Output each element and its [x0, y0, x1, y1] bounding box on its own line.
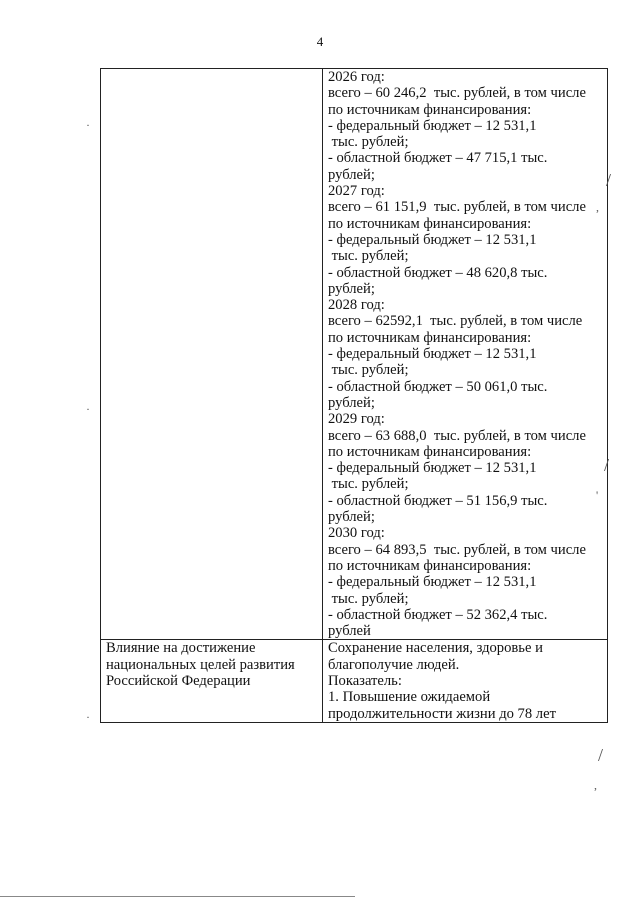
- passport-table: [100, 68, 608, 723]
- budget-line: тыс. рублей;: [328, 134, 409, 151]
- impact-row-value-cell: [323, 640, 608, 722]
- scan-dot: ·: [86, 710, 90, 724]
- scan-stroke: /: [598, 745, 604, 765]
- budget-line: всего – 60 246,2 тыс. рублей, в том числе: [328, 85, 586, 102]
- budget-line: 2030 год:: [328, 525, 385, 542]
- budget-line: - федеральный бюджет – 12 531,1: [328, 460, 537, 477]
- budget-line: 2027 год:: [328, 183, 385, 200]
- budget-line: - областной бюджет – 52 362,4 тыс.: [328, 606, 548, 623]
- budget-line: по источникам финансирования:: [328, 215, 532, 232]
- budget-line: по источникам финансирования:: [328, 101, 532, 118]
- scan-stroke: ,: [596, 200, 599, 214]
- impact-row-label-cell: [101, 640, 323, 722]
- budget-line: тыс. рублей;: [328, 590, 409, 607]
- budget-line: всего – 64 893,5 тыс. рублей, в том числе: [328, 541, 586, 558]
- scan-dot: ·: [86, 118, 90, 132]
- budget-line: тыс. рублей;: [328, 248, 409, 265]
- scan-edge-line: [0, 896, 355, 897]
- scan-stroke: ,: [594, 778, 597, 792]
- budget-line: всего – 62592,1 тыс. рублей, в том числе: [328, 313, 583, 330]
- budget-row-value-cell: [323, 69, 608, 640]
- budget-line: тыс. рублей;: [328, 476, 409, 493]
- impact-row: [101, 640, 608, 722]
- budget-line: рублей;: [328, 394, 375, 411]
- budget-line: - федеральный бюджет – 12 531,1: [328, 231, 537, 248]
- budget-line: - федеральный бюджет – 12 531,1: [328, 574, 537, 591]
- impact-value-line: продолжительности жизни до 78 лет: [328, 705, 556, 722]
- scan-stroke: /: [604, 455, 610, 475]
- budget-line: всего – 63 688,0 тыс. рублей, в том числе: [328, 427, 586, 444]
- budget-row-label-cell: [101, 69, 323, 640]
- scan-stroke: ': [596, 488, 599, 502]
- budget-line: 2026 год:: [328, 69, 385, 85]
- budget-line: - областной бюджет – 51 156,9 тыс.: [328, 492, 548, 509]
- budget-line: рублей;: [328, 166, 375, 183]
- impact-label-line: Российской Федерации: [106, 672, 251, 689]
- budget-line: - областной бюджет – 50 061,0 тыс.: [328, 378, 548, 395]
- budget-line: по источникам финансирования:: [328, 329, 532, 346]
- budget-line: - областной бюджет – 48 620,8 тыс.: [328, 264, 548, 281]
- budget-row: [101, 69, 608, 640]
- budget-line: рублей: [328, 623, 371, 640]
- budget-line: - федеральный бюджет – 12 531,1: [328, 117, 537, 134]
- budget-line: по источникам финансирования:: [328, 557, 532, 574]
- impact-label-line: Влияние на достижение: [106, 640, 256, 657]
- impact-value-line: 1. Повышение ожидаемой: [328, 689, 491, 706]
- scan-dot: ·: [86, 402, 90, 416]
- impact-value-line: благополучие людей.: [328, 656, 460, 673]
- impact-label-line: национальных целей развития: [106, 656, 295, 673]
- budget-line: всего – 61 151,9 тыс. рублей, в том числе: [328, 199, 586, 216]
- budget-line: 2029 год:: [328, 411, 385, 428]
- budget-line: - областной бюджет – 47 715,1 тыс.: [328, 150, 548, 167]
- budget-line: по источникам финансирования:: [328, 443, 532, 460]
- budget-line: - федеральный бюджет – 12 531,1: [328, 346, 537, 363]
- page-number: 4: [316, 34, 324, 49]
- impact-value-line: Показатель:: [328, 672, 402, 689]
- impact-value-line: Сохранение населения, здоровье и: [328, 640, 543, 657]
- budget-line: тыс. рублей;: [328, 362, 409, 379]
- budget-line: 2028 год:: [328, 297, 385, 314]
- budget-line: рублей;: [328, 509, 375, 526]
- scan-stroke: /: [606, 170, 612, 190]
- budget-line: рублей;: [328, 280, 375, 297]
